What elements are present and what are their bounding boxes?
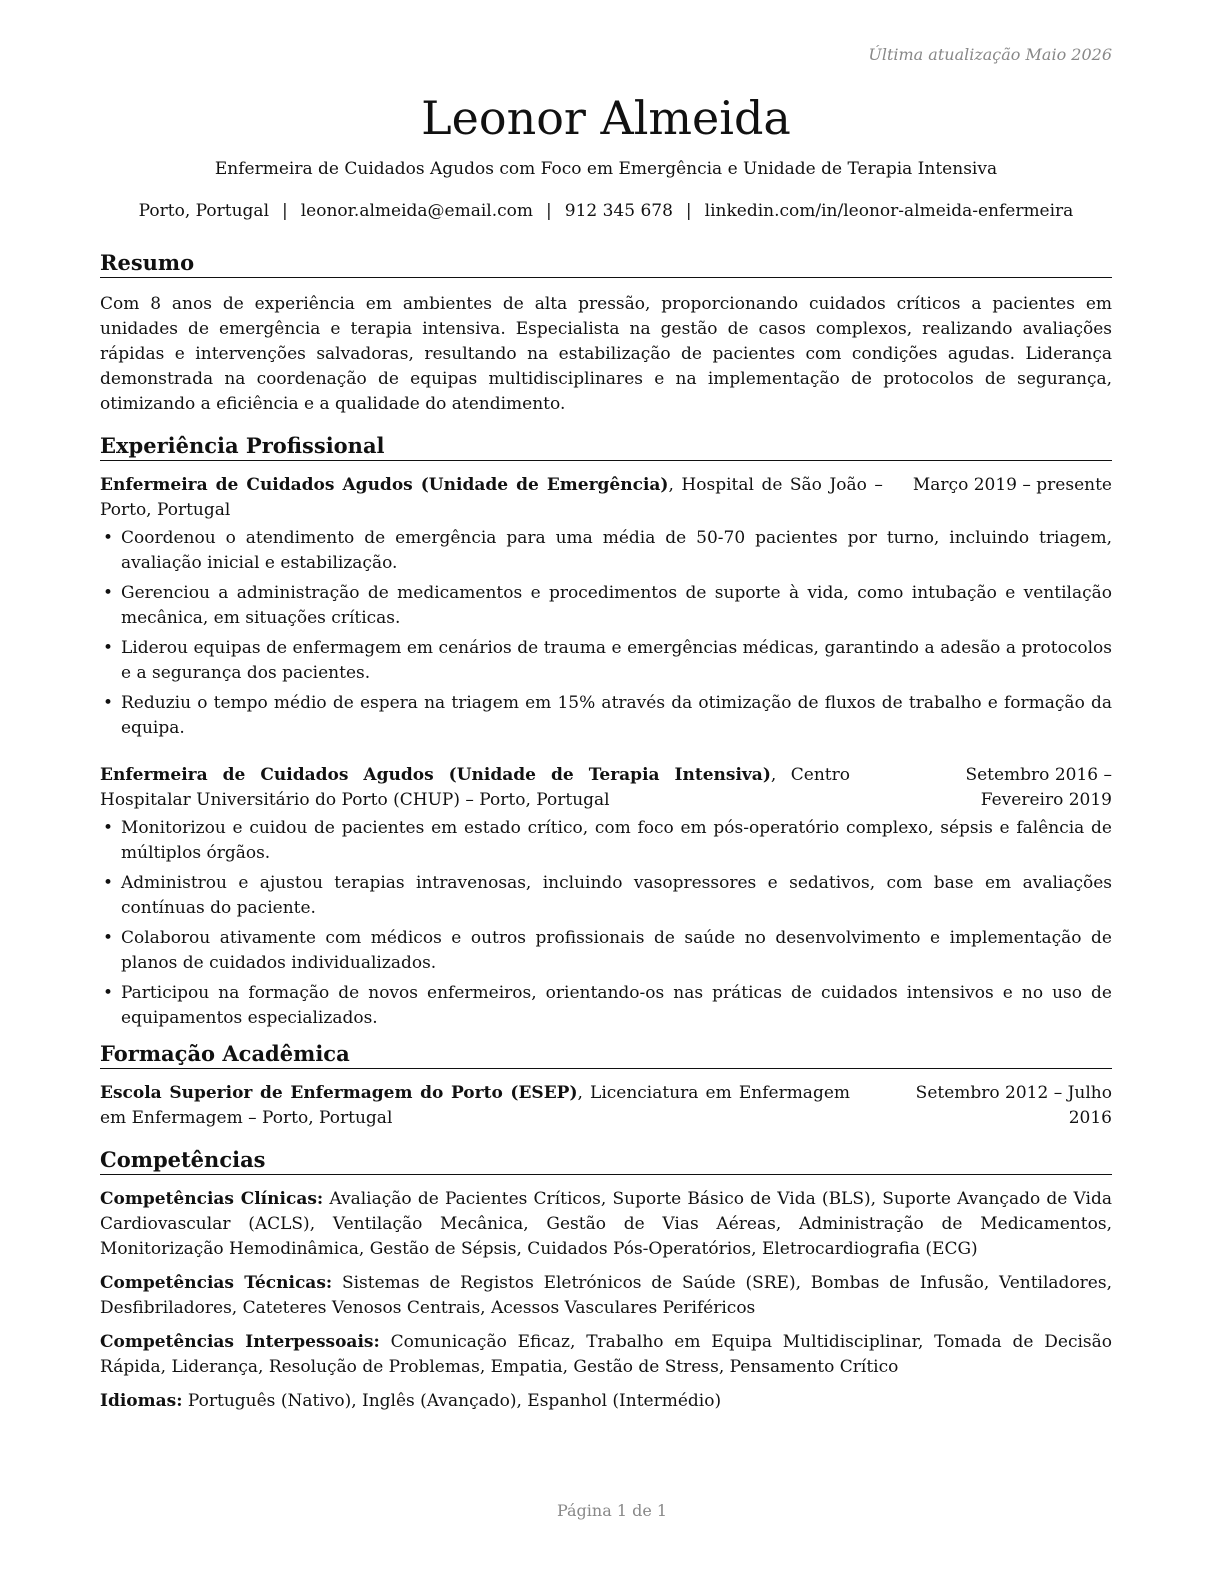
education-title <box>100 1081 880 1131</box>
contact-location: Porto, Portugal <box>138 201 270 221</box>
list-item <box>100 691 1112 741</box>
bullet-text: Gerenciou a administração de medicamentos e procedimentos de suporte à vida, como intubação e ventilação mecânica, em situações críticas. <box>121 583 1112 628</box>
skill-text: Sistemas de Registos Eletrónicos de Saúde (SRE), Bombas de Infusão, Ventiladores, Desfibriladores, Cateteres Venosos Centrais, Acessos Vasculares Periféricos <box>100 1273 1112 1318</box>
list-item <box>100 526 1112 576</box>
skill-group <box>100 1330 1112 1380</box>
job-bullets <box>100 816 1112 1031</box>
job-dates: Março 2019 – presente <box>912 475 1112 495</box>
summary-text: Com 8 anos de experiência em ambientes de alta pressão, proporcionando cuidados críticos a pacientes em unidades de emergência e terapia intensiva. Especialista na gestão de casos complexos, realizando avaliações rápidas e intervenções salvadoras, resultando na estabilização de pacientes com condições agudas. Liderança demonstrada na coordenação de equipas multidisciplinares e na implementação de protocolos de segurança, otimizando a eficiência e a qualidade do atendimento. <box>100 294 1112 414</box>
job-organization: , Hospital de São João – Porto, Portugal <box>100 475 883 520</box>
skill-label: Competências Técnicas: <box>100 1273 333 1293</box>
bullet-icon: • <box>103 528 114 548</box>
section-title-summary: Resumo <box>100 250 1112 278</box>
job-role: Enfermeira de Cuidados Agudos (Unidade de Emergência) <box>100 475 669 495</box>
skill-text: Comunicação Eficaz, Trabalho em Equipa Multidisciplinar, Tomada de Decisão Rápida, Liderança, Resolução de Problemas, Empatia, Gestão de Stress, Pensamento Crítico <box>100 1332 1113 1377</box>
skill-label: Idiomas: <box>100 1391 183 1411</box>
education-dates: Setembro 2012 – Julho 2016 <box>915 1083 1112 1128</box>
bullet-text: Monitorizou e cuidou de pacientes em estado crítico, com foco em pós-operatório complexo, sépsis e falência de múltiplos órgãos. <box>121 818 1112 863</box>
list-item <box>100 871 1112 921</box>
bullet-text: Liderou equipas de enfermagem em cenários de trauma e emergências médicas, garantindo a adesão a protocolos e a segurança dos pacientes. <box>121 638 1112 683</box>
bullet-text: Administrou e ajustou terapias intravenosas, incluindo vasopressores e sedativos, com base em avaliações contínuas do paciente. <box>121 873 1112 918</box>
list-item <box>100 926 1112 976</box>
job-organization: , Centro Hospitalar Universitário do Porto (CHUP) – Porto, Portugal <box>100 765 850 810</box>
skill-text: Português (Nativo), Inglês (Avançado), Espanhol (Intermédio) <box>182 1391 722 1411</box>
skill-group <box>100 1271 1112 1321</box>
section-title-skills: Competências <box>100 1147 1112 1175</box>
list-item <box>100 981 1112 1031</box>
list-item <box>100 816 1112 866</box>
skill-group <box>100 1187 1112 1262</box>
page-number: Página 1 de 1 <box>556 1501 668 1520</box>
education-entry <box>100 1081 1112 1131</box>
job-title <box>100 763 880 813</box>
bullet-icon: • <box>103 873 114 893</box>
skill-label: Competências Interpessoais: <box>100 1332 380 1352</box>
contact-linkedin[interactable]: linkedin.com/in/leonor-almeida-enfermeira <box>704 201 1074 221</box>
bullet-icon: • <box>103 693 114 713</box>
bullet-icon: • <box>103 818 114 838</box>
contact-separator: | <box>282 201 288 221</box>
candidate-name: Leonor Almeida <box>421 91 791 145</box>
last-updated: Última atualização Maio 2026 <box>868 45 1112 64</box>
job-header <box>100 473 1112 523</box>
bullet-icon: • <box>103 583 114 603</box>
contact-separator: | <box>546 201 552 221</box>
job-dates: Setembro 2016 – Fevereiro 2019 <box>965 765 1112 810</box>
section-title-education: Formação Acadêmica <box>100 1041 1112 1069</box>
bullet-text: Reduziu o tempo médio de espera na triagem em 15% através da otimização de fluxos de trabalho e formação da equipa. <box>121 693 1112 738</box>
skill-label: Competências Clínicas: <box>100 1189 324 1209</box>
job-title <box>100 473 913 523</box>
list-item <box>100 581 1112 631</box>
section-title-experience: Experiência Profissional <box>100 433 1112 461</box>
bullet-icon: • <box>103 928 114 948</box>
job-entry <box>100 473 1112 741</box>
contact-phone: 912 345 678 <box>564 201 673 221</box>
education-degree: , Licenciatura em Enfermagem em Enfermagem – Porto, Portugal <box>100 1083 851 1128</box>
bullet-icon: • <box>103 983 114 1003</box>
candidate-tagline: Enfermeira de Cuidados Agudos com Foco em Emergência e Unidade de Terapia Intensiva <box>214 159 998 179</box>
job-role: Enfermeira de Cuidados Agudos (Unidade de Terapia Intensiva) <box>100 765 771 785</box>
bullet-text: Coordenou o atendimento de emergência para uma média de 50-70 pacientes por turno, incluindo triagem, avaliação inicial e estabilização. <box>121 528 1112 573</box>
job-header <box>100 763 1112 813</box>
education-school: Escola Superior de Enfermagem do Porto (ESEP) <box>100 1083 578 1103</box>
resume-page <box>100 44 1112 1414</box>
bullet-text: Participou na formação de novos enfermeiros, orientando-os nas práticas de cuidados intensivos e no uso de equipamentos especializados. <box>121 983 1112 1028</box>
skill-group <box>100 1389 1112 1414</box>
contact-email[interactable]: leonor.almeida@email.com <box>300 201 534 221</box>
job-bullets <box>100 526 1112 741</box>
list-item <box>100 636 1112 686</box>
job-entry <box>100 763 1112 1031</box>
contact-separator: | <box>685 201 692 221</box>
bullet-text: Colaborou ativamente com médicos e outros profissionais de saúde no desenvolvimento e implementação de planos de cuidados individualizados. <box>121 928 1112 973</box>
bullet-icon: • <box>103 638 114 658</box>
skill-text: Avaliação de Pacientes Críticos, Suporte Básico de Vida (BLS), Suporte Avançado de Vida Cardiovascular (ACLS), Ventilação Mecânica, Gestão de Vias Aéreas, Administração de Medicamentos, Monitorização Hemodinâmica, Gestão de Sépsis, Cuidados Pós-Operatórios, Eletrocardiografia (ECG) <box>100 1189 1112 1259</box>
contact-line <box>100 199 1112 223</box>
